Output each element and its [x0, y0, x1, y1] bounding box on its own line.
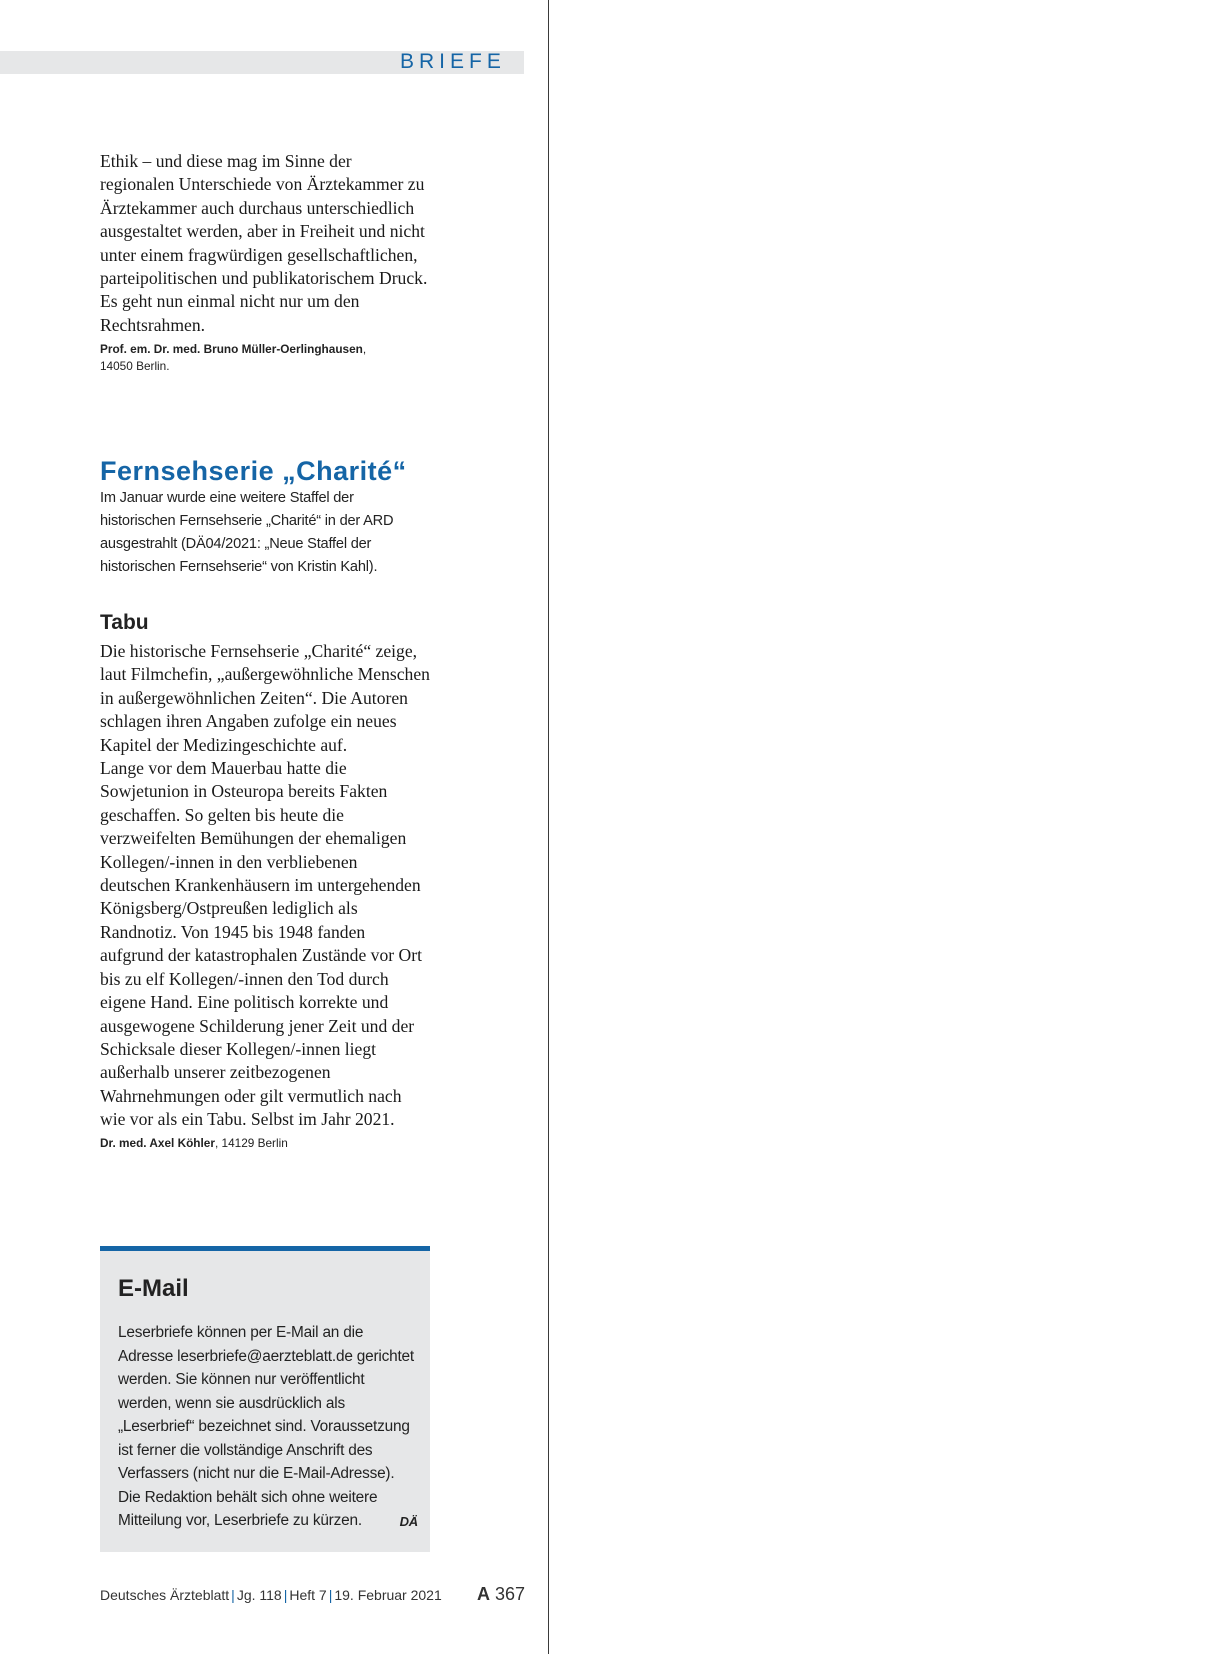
page-prefix: A: [476, 1584, 490, 1604]
page-number: [477, 1584, 525, 1605]
issue-date: 19. Februar 2021: [334, 1587, 442, 1603]
letter-paragraph: Lange vor dem Mauerbau hatte die Sowjetunion in Osteuropa bereits Fakten geschaffen. So gelten bis heute die verzweifelten Bemühungen der ehemaligen Kollegen/-innen in den verbliebenen deutschen Krankenhäusern im untergehenden Königsberg/Ostpreußen lediglich als Randnotiz. Von 1945 bis 1948 fanden aufgrund der katastrophalen Zustände vor Ort bis zu elf Kollegen/-innen den Tod durch eigene Hand. Eine politisch korrekte und ausgewogene Schilderung jener Zeit und der Schicksale dieser Kollegen/-innen liegt außerhalb unserer zeitbezogenen Wahrnehmungen oder gilt vermutlich nach wie vor als ein Tabu. Selbst im Jahr 2021.: [100, 758, 422, 1130]
email-box-body: Leserbriefe können per E-Mail an die Adresse leserbriefe@aerzteblatt.de gerichtet werden. Sie können nur veröffentlicht werden, wenn sie ausdrücklich als „Leserbrief“ bezeichnet sind. Voraussetzung ist ferner die vollständige Anschrift des Verfassers (nicht nur die E-Mail-Adresse). Die Redaktion behält sich ohne weitere Mitteilung vor, Leserbriefe zu kürzen.: [118, 1324, 414, 1529]
topic-section: [100, 455, 430, 579]
footer-separator: |: [328, 1587, 333, 1603]
column-divider: [548, 0, 549, 1654]
section-label: BRIEFE: [400, 50, 506, 73]
author-name: Prof. em. Dr. med. Bruno Müller-Oerlinghausen: [100, 342, 363, 357]
letter-tabu: [100, 610, 430, 1152]
journal-name: Deutsches Ärzteblatt: [100, 1587, 230, 1603]
letter-continued: [100, 150, 430, 375]
letter-signature: [100, 1135, 430, 1152]
editorial-mark: DÄ: [399, 1514, 418, 1529]
email-box-text: [118, 1321, 418, 1534]
footer-separator: |: [231, 1587, 235, 1603]
author-name: Dr. med. Axel Köhler: [100, 1135, 215, 1150]
page-number-value: 367: [494, 1584, 525, 1604]
topic-headline: Fernsehserie „Charité“: [100, 456, 407, 486]
email-info-box: [100, 1246, 430, 1552]
author-separator: ,: [362, 342, 367, 357]
letter-body: Ethik – und diese mag im Sinne der regionalen Unterschiede von Ärztekammer zu Ärztekammer auch durchaus unterschiedlich ausgestaltet werden, aber in Freiheit und nicht unter einem fragwürdigen gesellschaftlichen, parteipolitischen und publikatorischem Druck. Es geht nun einmal nicht nur um den Rechtsrahmen.: [100, 151, 428, 335]
footer-separator: |: [283, 1587, 288, 1603]
footer-meta: [100, 1587, 442, 1603]
page-footer: [100, 1584, 525, 1608]
topic-intro: Im Januar wurde eine weitere Staffel der historischen Fernsehserie „Charité“ in der ARD ausgestrahlt (DÄ04/2021: „Neue Staffel der historischen Fernsehserie“ von Kristin Kahl).: [100, 490, 394, 575]
author-location: , 14129 Berlin: [214, 1135, 288, 1150]
letter-paragraph: Die historische Fernsehserie „Charité“ zeige, laut Filmchefin, „außergewöhnliche Menschen in außergewöhnlichen Zeiten“. Die Autoren schlagen ihren Angaben zufolge ein neues Kapitel der Medizingeschichte auf.: [100, 641, 430, 755]
letter-subhead: Tabu: [100, 611, 149, 634]
author-location: 14050 Berlin.: [100, 359, 170, 374]
journal-volume: Jg. 118: [236, 1587, 282, 1603]
journal-issue: Heft 7: [289, 1587, 327, 1603]
email-box-title: E-Mail: [118, 1275, 189, 1302]
letter-signature: [100, 341, 430, 375]
